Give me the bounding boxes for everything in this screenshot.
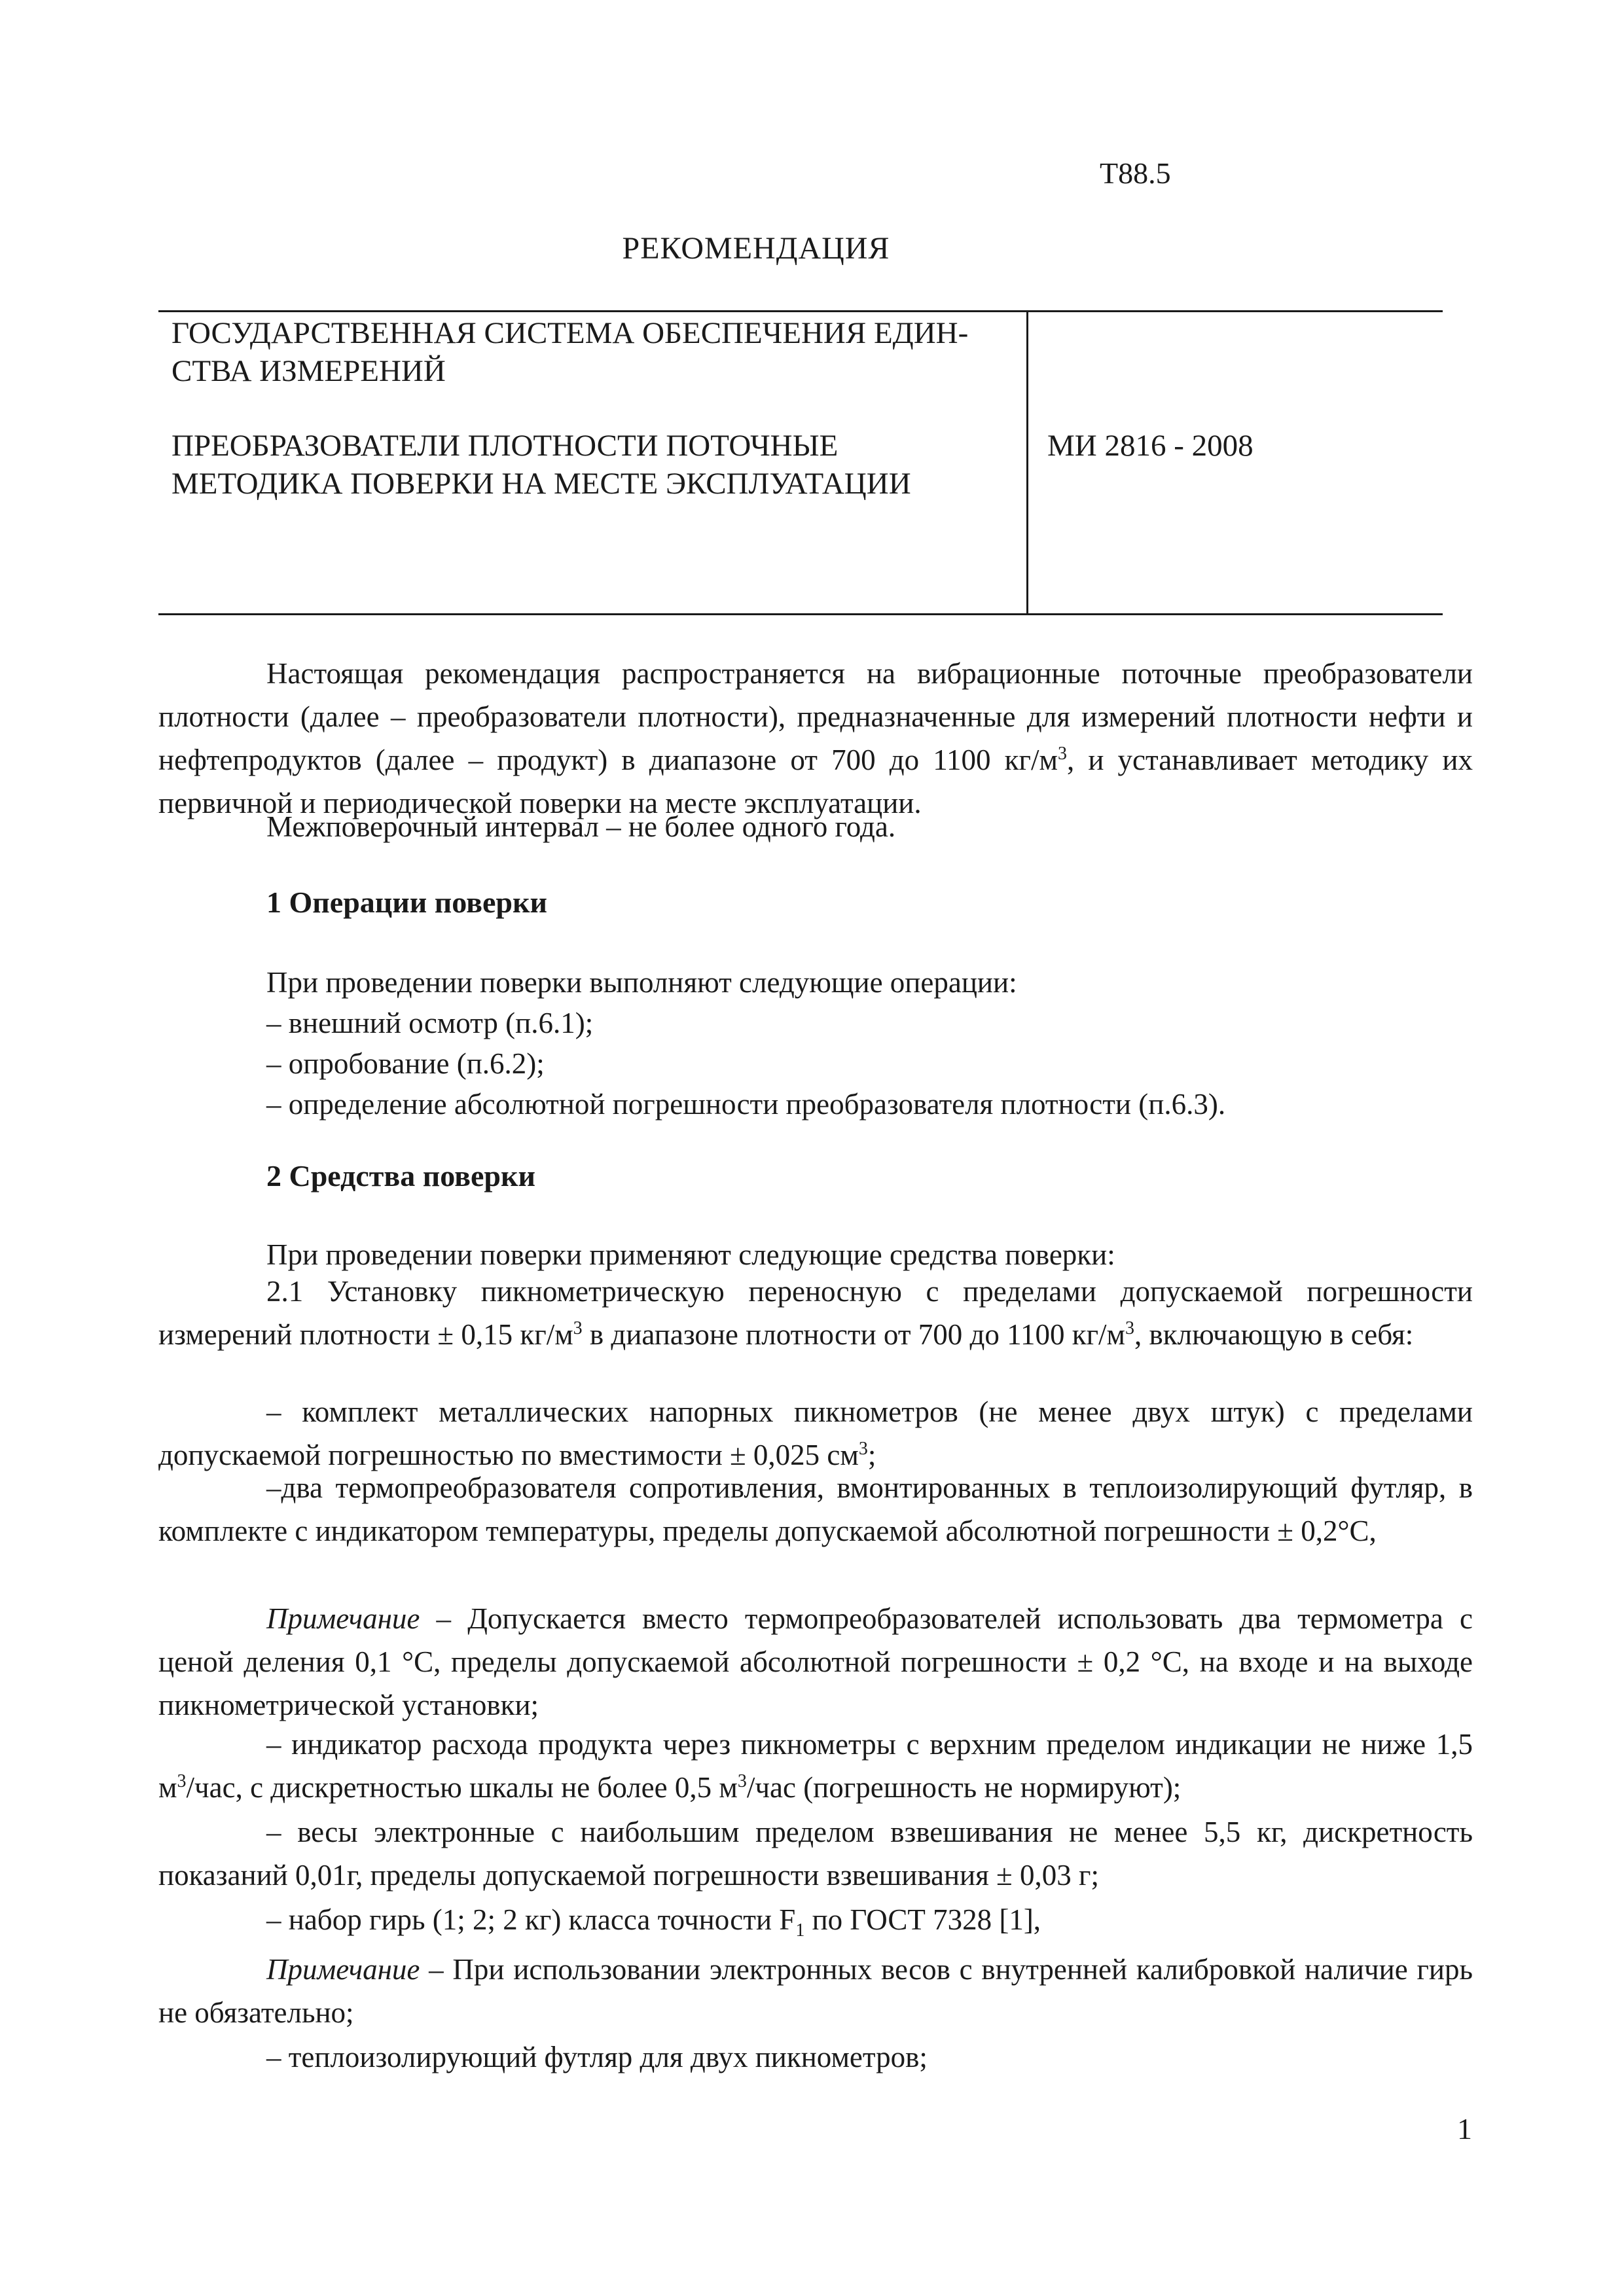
document-type-title: РЕКОМЕНДАЦИЯ bbox=[622, 231, 890, 266]
intro-paragraph: Настоящая рекомендация распространяется на вибрационные поточные преобразователи плотности (далее – преобразователи плотности), предназначенные для измерений плотности нефти и нефтепродуктов (далее – продукт) в диапазоне от 700 до 1100 $кг/м^3$, и устанавливает методику их первичной и периодической поверки на месте эксплуатации. bbox=[158, 657, 1473, 819]
section-1-item-1: – внешний осмотр (п.6.1); bbox=[266, 1007, 594, 1039]
header-system-title-line1: ГОСУДАРСТВЕННАЯ СИСТЕМА ОБЕСПЕЧЕНИЯ ЕДИН- bbox=[171, 316, 969, 350]
document-designation: МИ 2816 - 2008 bbox=[1047, 429, 1254, 463]
section-1-title: 1 Операции поверки bbox=[266, 886, 548, 919]
flow-indicator-item: – индикатор расхода продукта через пикнометры с верхним пределом индикации не ниже 1,5 $м^3$/час, с дискретностью шкалы не более 0,5 $м^3$/час (погрешность не нормируют); bbox=[158, 1728, 1473, 1804]
thermal-case-item: – теплоизолирующий футляр для двух пикнометров; bbox=[266, 2041, 928, 2073]
scales-item: – весы электронные с наибольшим пределом взвешивания не менее 5,5 кг, дискретность показаний 0,01г, пределы допускаемой погрешности взвешивания ± 0,03 г; bbox=[158, 1816, 1473, 1892]
weights-item: – набор гирь (1; 2; 2 кг) класса точности $F_1$ по ГОСТ 7328 [1], bbox=[266, 1903, 1041, 1941]
section-1-item-2: – опробование (п.6.2); bbox=[266, 1047, 545, 1080]
section-1-lead: При проведении поверки выполняют следующие операции: bbox=[266, 966, 1017, 999]
header-top-rule bbox=[158, 310, 1443, 312]
clause-2-1-paragraph: 2.1 Установку пикнометрическую переносную с пределами допускаемой погрешности измерений плотности ± 0,15 $кг/м^3$ в диапазоне плотности от 700 до 1100 $кг/м^3$, включающую в себя: bbox=[158, 1275, 1473, 1351]
note-2: Примечание – При использовании электронных весов с внутренней калибровкой наличие гирь не обязательно; bbox=[158, 1953, 1473, 2029]
note-1: Примечание – Допускается вместо термопреобразователей использовать два термометра с ценой деления 0,1 °С, пределы допускаемой абсолютной погрешности ± 0,2 °С, на входе и на выходе пикнометрической установки; bbox=[158, 1602, 1473, 1721]
section-2-lead: При проведении поверки применяют следующие средства поверки: bbox=[266, 1238, 1115, 1271]
section-1-item-3: – определение абсолютной погрешности преобразователя плотности (п.6.3). bbox=[266, 1088, 1226, 1121]
header-subject-line2: МЕТОДИКА ПОВЕРКИ НА МЕСТЕ ЭКСПЛУАТАЦИИ bbox=[171, 467, 911, 501]
header-column-divider bbox=[1026, 310, 1028, 615]
header-bottom-rule bbox=[158, 613, 1443, 615]
header-system-title-line2: СТВА ИЗМЕРЕНИЙ bbox=[171, 354, 446, 388]
section-2-title: 2 Средства поверки bbox=[266, 1159, 535, 1193]
thermo-item: –два термопреобразователя сопротивления, вмонтированных в теплоизолирующий футляр, в комплекте с индикатором температуры, пределы допускаемой абсолютной погрешности ± 0,2°С, bbox=[158, 1471, 1473, 1547]
document-code: Т88.5 bbox=[1100, 156, 1171, 190]
pycnometer-kit-item: – комплект металлических напорных пикнометров (не менее двух штук) с пределами допускаемой погрешностью по вместимости ± 0,025 $см^3$; bbox=[158, 1395, 1473, 1471]
page-number: 1 bbox=[1457, 2112, 1472, 2145]
header-subject-line1: ПРЕОБРАЗОВАТЕЛИ ПЛОТНОСТИ ПОТОЧНЫЕ bbox=[171, 429, 839, 463]
note-2-label: Примечание bbox=[266, 1953, 420, 1986]
note-1-label: Примечание bbox=[266, 1602, 420, 1635]
interval-paragraph: Межповерочный интервал – не более одного года. bbox=[266, 810, 896, 843]
